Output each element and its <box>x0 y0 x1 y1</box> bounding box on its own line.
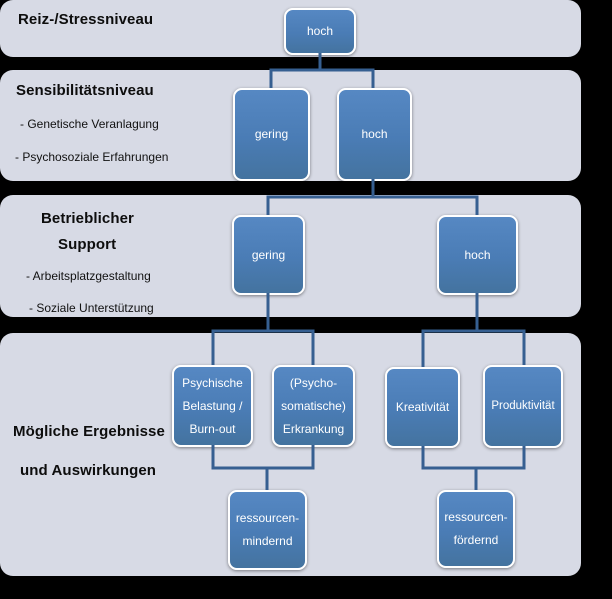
node-label: hoch <box>306 24 334 38</box>
node-label: Produktivität <box>491 400 555 412</box>
band-support-item-workplace: - Arbeitsplatzgestaltung <box>26 269 151 283</box>
node-label-line: Belastung / <box>182 398 243 413</box>
node-support-gering <box>232 215 305 295</box>
node-kreativitaet <box>385 367 460 448</box>
node-sensitivity-hoch <box>337 88 412 181</box>
band-outcomes-title-line2: und Auswirkungen <box>20 462 157 479</box>
node-label-line: mindernd <box>242 534 293 548</box>
node-stress-hoch <box>284 8 356 55</box>
node-label-line: ressourcen- <box>444 510 508 524</box>
band-sensitivity-item-genetic: - Genetische Veranlagung <box>20 117 159 131</box>
node-label-line: Psychische <box>182 375 243 390</box>
node-label-line: (Psycho- <box>289 375 338 390</box>
node-label: hoch <box>464 247 491 262</box>
node-label-line: Erkrankung <box>282 421 345 436</box>
node-label-line: ressourcen- <box>235 511 300 525</box>
node-label: gering <box>251 247 286 262</box>
node-ressourcen-mindernd <box>228 490 307 570</box>
band-stress-title: Reiz-/Stressniveau <box>18 11 154 28</box>
node-ressourcen-foerdernd <box>437 490 515 568</box>
band-support-title-line1: Betrieblicher <box>41 210 134 227</box>
node-label: gering <box>254 127 289 141</box>
node-label-line: Burn-out <box>189 421 236 436</box>
node-psychische-belastung-burnout <box>172 365 253 447</box>
node-produktivitaet <box>483 365 563 448</box>
band-support-item-social: - Soziale Unterstützung <box>29 301 154 315</box>
node-sensitivity-gering <box>233 88 310 181</box>
node-label-line: somatische) <box>281 398 346 413</box>
band-support-title-line2: Support <box>58 236 117 253</box>
band-sensitivity-title: Sensibilitätsniveau <box>16 82 154 99</box>
node-label: hoch <box>361 127 388 141</box>
node-label-line: fördernd <box>453 533 499 547</box>
node-psychosomatische-erkrankung <box>272 365 355 447</box>
band-outcomes-title-line1: Mögliche Ergebnisse <box>13 423 165 440</box>
node-label: Kreativität <box>395 400 450 414</box>
node-support-hoch <box>437 215 518 295</box>
band-sensitivity-item-psychosocial: - Psychosoziale Erfahrungen <box>15 150 169 164</box>
